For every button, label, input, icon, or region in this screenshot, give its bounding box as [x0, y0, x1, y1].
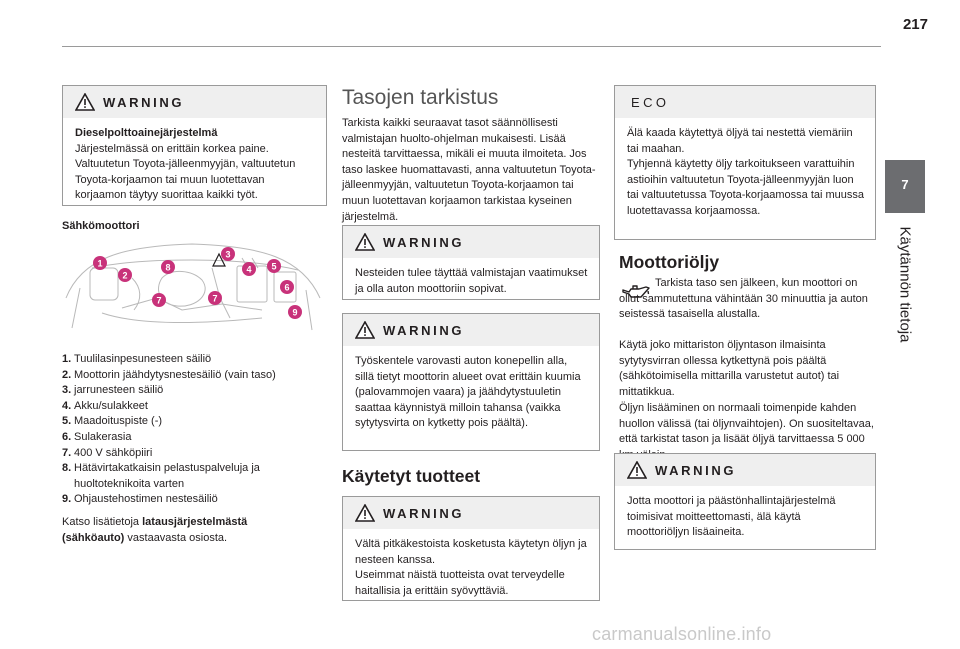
chapter-title-vertical: [880, 218, 930, 353]
warning-box-used-oil: [342, 496, 600, 601]
oil-gauge-text: Käytä joko mittariston öljyntason ilmaisinta sytytysvirran ollessa kytkettynä pois päältä (sähkötoimisella mittarilla varustetut autot) tai mittatikkua.: [619, 339, 840, 398]
marker-8: [161, 260, 175, 274]
list-item: 8. Hätävirtakatkaisin pelastuspalveluja ja: [62, 462, 260, 475]
svg-text:8: 8: [165, 262, 171, 273]
marker-3: [221, 247, 235, 261]
marker-6: [280, 280, 294, 294]
section-subheading: Sähkömoottori: [62, 220, 140, 232]
warning-title: WARNING: [383, 322, 465, 338]
warning-title: WARNING: [655, 462, 737, 478]
section-heading-used-products: Käytetyt tuotteet: [342, 466, 481, 486]
list-item: 5. Maadoituspiste (-): [62, 415, 163, 428]
engine-bay-diagram: [62, 238, 325, 338]
warning-text: Vältä pitkäkestoista kosketusta käytetyn öljyn ja nesteen kanssa.: [355, 538, 587, 566]
svg-text:3: 3: [225, 249, 231, 260]
eco-text: Älä kaada käytettyä öljyä tai nestettä viemäriin tai maahan.: [627, 127, 853, 155]
warning-triangle-icon: [627, 461, 647, 479]
warning-text: Työskentele varovasti auton konepellin alla, sillä tietyt moottorin alueet ovat erittäin kuumia (palovammojen vaara) ja jäähdytystuuletin saattaa käynnistyä milloin tahansa (vaikka sytytysvirta on kytketty pois päältä).: [355, 355, 581, 430]
see-also-note: Katso lisätietoja latausjärjestelmästä (sähköauto) vastaavasta osiosta.: [62, 516, 248, 544]
warning-triangle-icon: [355, 504, 375, 522]
marker-7b: [208, 291, 222, 305]
svg-text:9: 9: [292, 307, 298, 318]
marker-9: [288, 305, 302, 319]
warning-text: Nesteiden tulee täyttää valmistajan vaatimukset ja olla auton moottoriin sopivat.: [355, 267, 588, 295]
header-rule: [62, 46, 881, 47]
svg-text:7: 7: [156, 295, 162, 306]
warning-title: WARNING: [383, 505, 465, 521]
page-number: 217: [902, 16, 928, 33]
warning-triangle-icon: [75, 93, 95, 111]
svg-text:6: 6: [284, 282, 290, 293]
warning-title: WARNING: [383, 234, 465, 250]
warning-text: Useimmat näistä tuotteista ovat terveydelle haitallisia ja erittäin syövyttäviä.: [355, 569, 565, 597]
warning-box-additives: [614, 453, 876, 550]
svg-text:5: 5: [271, 261, 277, 272]
svg-text:1: 1: [97, 258, 103, 269]
eco-text: Tyhjennä käytetty öljy tarkoitukseen varattuihin astioihin valtuutetun Toyota-jälleenmyyjän luon tai valtuutetussa Toyota-korjaamossa tai muussa luotettavassa korjaamossa.: [627, 158, 865, 217]
list-item: 7. 400 V sähköpiiri: [62, 446, 153, 459]
chapter-title: Käytännön tietoja: [896, 226, 914, 343]
list-item: 6. Sulakerasia: [62, 430, 132, 443]
warning-header: [63, 86, 326, 118]
marker-2: [118, 268, 132, 282]
marker-7a: [152, 293, 166, 307]
chapter-tab[interactable]: [885, 160, 925, 213]
watermark: carmanualsonline.info: [592, 624, 772, 644]
warning-text: Järjestelmässä on erittäin korkea paine. Valtuutetun Toyota-jälleenmyyjän, valtuutetun Toyota-korjaamon tai muun luotettavan korjaamon täytyy suorittaa kaikki työt.: [75, 142, 296, 202]
warning-title: WARNING: [103, 94, 185, 110]
svg-text:4: 4: [246, 264, 252, 275]
list-item: 2. Moottorin jäähdytysnestesäiliö (vain taso): [62, 368, 276, 381]
marker-5: [267, 259, 281, 273]
section-heading-engine-oil: Moottoriöljy: [619, 252, 720, 272]
warning-text: Jotta moottori ja päästönhallintajärjestelmä toimisivat moitteettomasti, älä käytä moottoriöljyn lisäaineita.: [627, 495, 836, 539]
svg-text:7: 7: [212, 293, 218, 304]
warning-box-fluids: [342, 225, 600, 300]
eco-title: ECO: [631, 94, 670, 110]
warning-heading: Dieselpolttoainejärjestelmä: [75, 127, 218, 139]
list-item: huoltoteknikoita varten: [74, 477, 185, 490]
list-item: 3. jarrunesteen säiliö: [62, 384, 164, 397]
warning-box-diesel: [62, 85, 327, 206]
oil-check-text: Tarkista taso sen jälkeen, kun moottori on ollut sammutettuna vähintään 30 minuuttia ja auton seistessä tasaisella alustalla.: [619, 277, 868, 321]
svg-text:2: 2: [122, 270, 128, 281]
list-item: 4. Akku/sulakkeet: [62, 399, 148, 412]
warning-box-hot-engine: [342, 313, 600, 451]
list-item: 9. Ohjaustehostimen nestesäiliö: [62, 493, 218, 506]
oil-topup-text: Öljyn lisääminen on normaali toimenpide kahden huollon välissä (tai öljynvaihtojen). On suositeltavaa, että tarkistat tason ja lisäät öljyä tarvittaessa 5 000: [619, 402, 874, 446]
warning-triangle-icon: [355, 321, 375, 339]
eco-box: [614, 85, 876, 240]
chapter-number: 7: [901, 177, 909, 192]
parts-list: [62, 352, 327, 508]
marker-4: [242, 262, 256, 276]
levels-intro: Tarkista kaikki seuraavat tasot säännöllisesti valmistajan huolto-ohjelman mukaisesti. Lisää nesteitä tarvittaessa, mikäli ei muuta ilmoiteta. Jos taso laskee huomattavasti, anna valtuutetun Toyota-jälleenmyyjän, valtuutetun Toyota-korjaamon tai muun luotettavan korjaamon tarkistaa kyseinen järjestelmä.: [342, 117, 596, 223]
marker-1: [93, 256, 107, 270]
list-item: 1. Tuulilasinpesunesteen säiliö: [62, 353, 212, 365]
section-heading-levels: Tasojen tarkistus: [342, 86, 499, 109]
warning-triangle-icon: [355, 233, 375, 251]
